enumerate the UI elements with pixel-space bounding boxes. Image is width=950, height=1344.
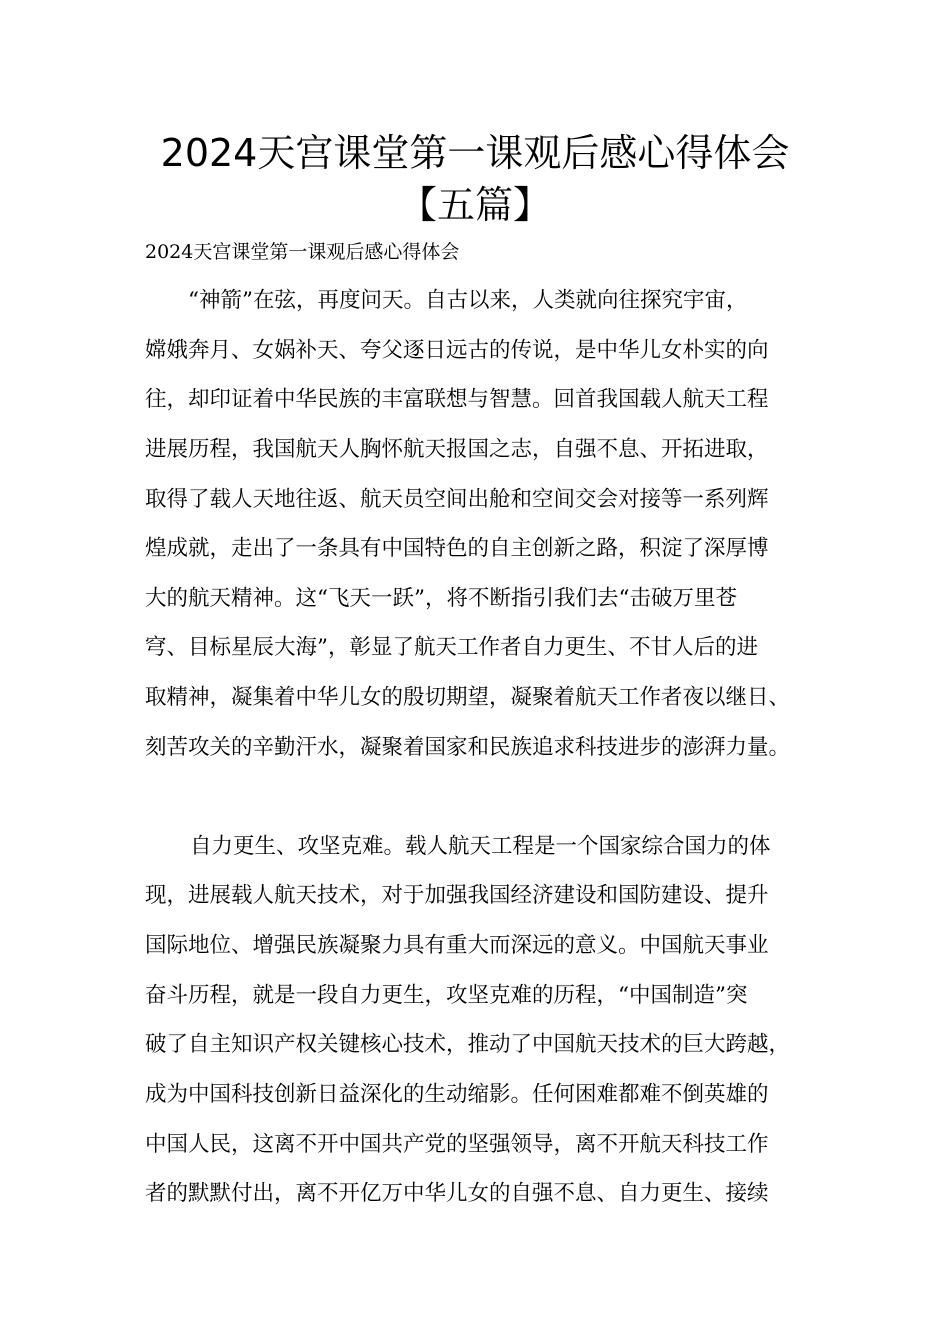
paragraph-1-line: 取精神，凝集着中华儿女的殷切期望，凝聚着航天工作者夜以继日、 [145, 685, 791, 710]
paragraph-2-line: 中国人民，这离不开中国共产党的坚强领导，离不开航天科技工作 [145, 1132, 769, 1157]
paragraph-2-line: 者的默默付出，离不开亿万中华儿女的自强不息、自力更生、接续 [145, 1181, 769, 1206]
paragraph-1-line: 穹、目标星辰大海”，彰显了航天工作者自力更生、不甘人后的进 [145, 635, 758, 660]
document-subtitle: 2024天宫课堂第一课观后感心得体会 [145, 241, 460, 263]
paragraph-1-line: 往，却印证着中华民族的丰富联想与智慧。回首我国载人航天工程 [145, 387, 769, 412]
document-title-line2: 【五篇】 [398, 183, 551, 227]
paragraph-2-line: 现，进展载人航天技术，对于加强我国经济建设和国防建设、提升 [145, 883, 769, 908]
paragraph-1-line: 大的航天精神。这“飞天一跃”，将不断指引我们去“击破万里苍 [145, 586, 737, 611]
paragraph-2-line: 成为中国科技创新日益深化的生动缩影。任何困难都难不倒英雄的 [145, 1082, 769, 1107]
paragraph-2-line: 奋斗历程，就是一段自力更生，攻坚克难的历程，“中国制造”突 [145, 983, 748, 1008]
paragraph-1-line: “神箭”在弦，再度问天。自古以来，人类就向往探究宇宙， [188, 288, 748, 313]
paragraph-1-line: 取得了载人天地往返、航天员空间出舱和空间交会对接等一系列辉 [145, 487, 769, 512]
paragraph-2-line: 自力更生、攻坚克难。载人航天工程是一个国家综合国力的体 [190, 834, 771, 859]
paragraph-1-line: 嫦娥奔月、女娲补天、夸父逐日远古的传说，是中华儿女朴实的向 [145, 338, 769, 363]
paragraph-2-line: 国际地位、增强民族凝聚力具有重大而深远的意义。中国航天事业 [145, 933, 769, 958]
paragraph-2-line: 破了自主知识产权关键核心技术，推动了中国航天技术的巨大跨越， [145, 1032, 791, 1057]
paragraph-1-line: 刻苦攻关的辛勤汗水，凝聚着国家和民族追求科技进步的澎湃力量。 [145, 735, 791, 760]
paragraph-1-line: 煌成就，走出了一条具有中国特色的自主创新之路，积淀了深厚博 [145, 536, 769, 561]
document-title-line1: 2024天宫课堂第一课观后感心得体会 [160, 131, 790, 175]
paragraph-1-line: 进展历程，我国航天人胸怀航天报国之志，自强不息、开拓进取， [145, 437, 769, 462]
